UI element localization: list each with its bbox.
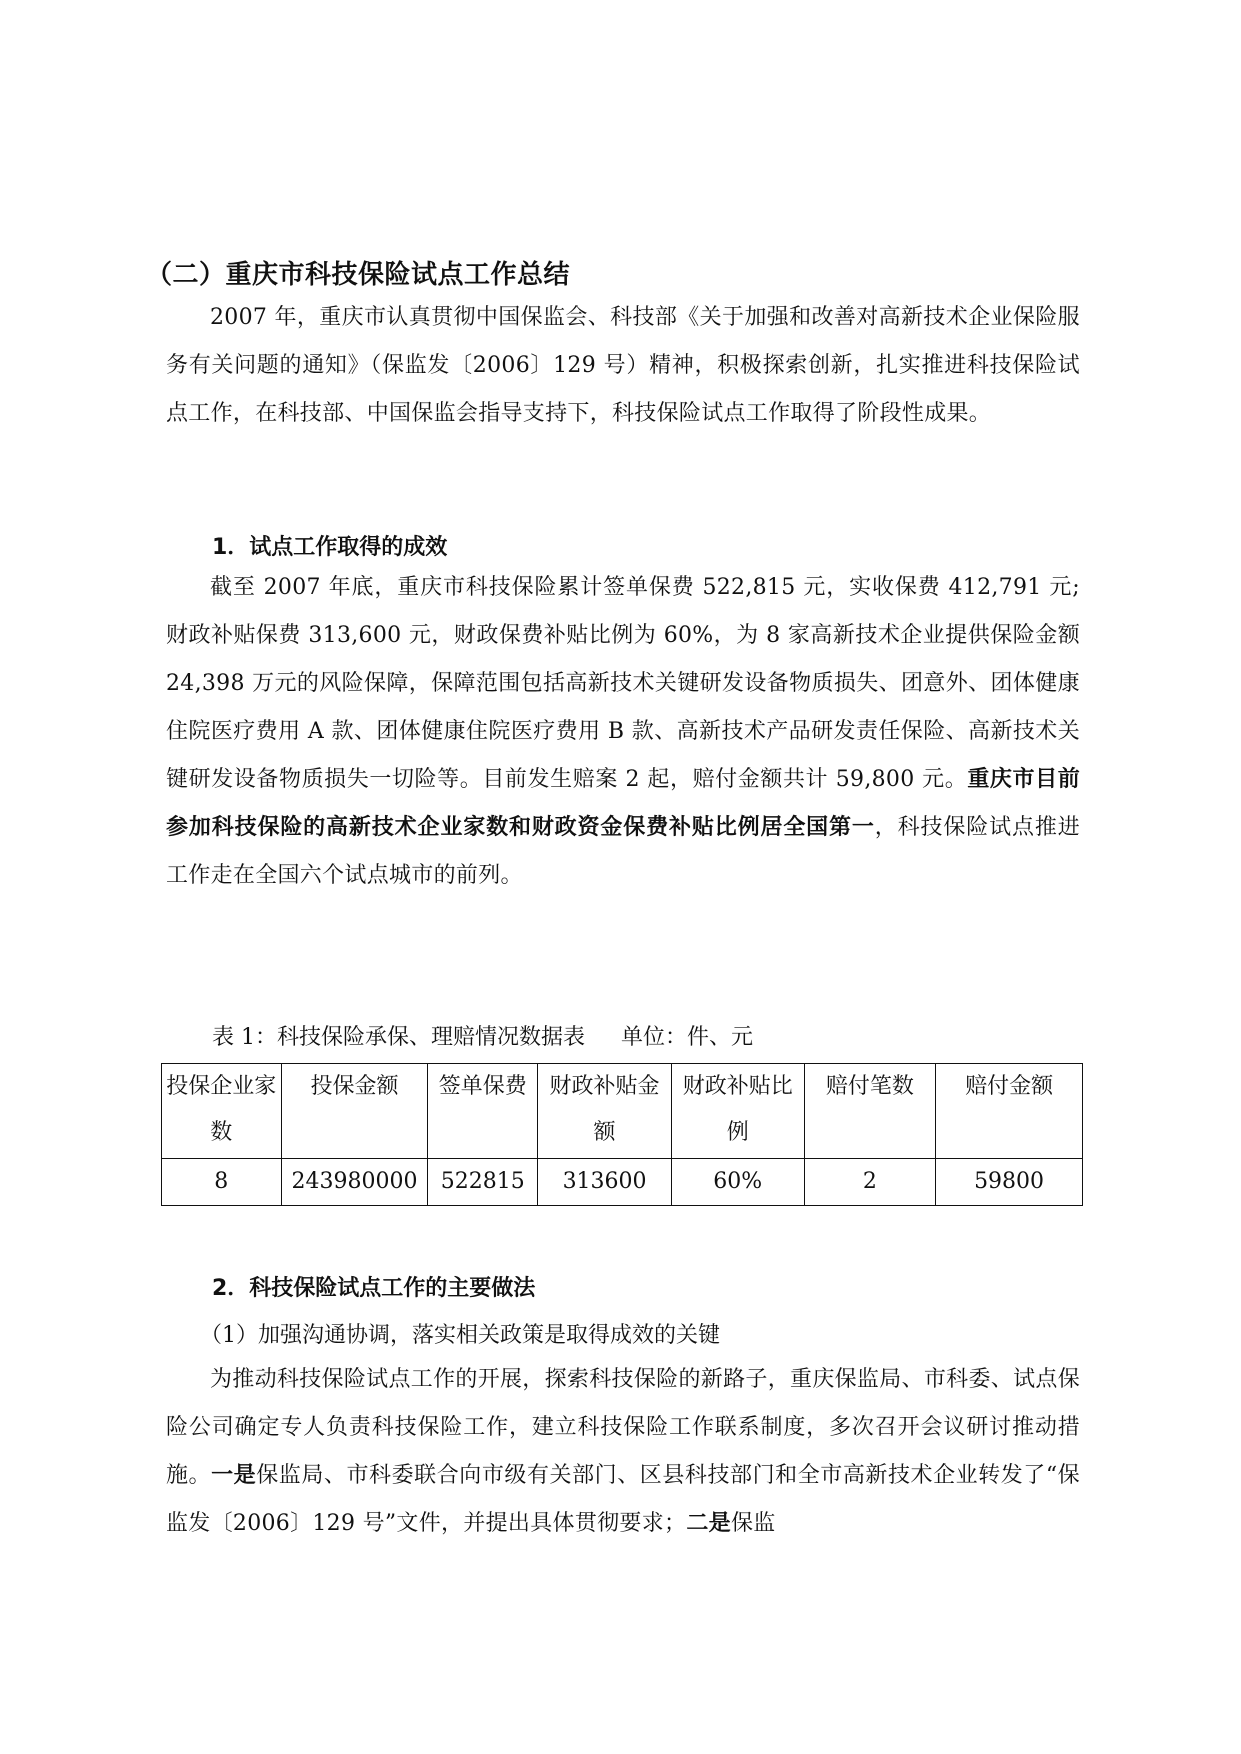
part1-paragraph — [166, 564, 1080, 900]
table-cell: 8 — [162, 1159, 282, 1206]
part2-text-a: 为推动科技保险试点工作的开展，探索科技保险的新路子，重庆保监局、市科委、试点保险公司确定专人负责科技保险工作，建立科技保险工作联系制度，多次召开会议研讨推动措施。 — [166, 1367, 1080, 1488]
table-cell: 2 — [804, 1159, 936, 1206]
table-cell: 60% — [671, 1159, 804, 1206]
part2-bold-second: 二是 — [686, 1511, 731, 1536]
part2-subheading-1: （1）加强沟通协调，落实相关政策是取得成效的关键 — [200, 1323, 720, 1348]
table-header-cell: 投保金额 — [281, 1064, 428, 1159]
part1-text: 截至 2007 年底，重庆市科技保险累计签单保费 522,815 元，实收保费 412,791 元;财政补贴保费 313,600 元，财政保费补贴比例为 60%，为 8 家高新技术企业提供保险金额 24,398 万元的风险保障，保障范围包括高新技术关键研发设备物质损失、团意外、团体健康住院医疗费用 A 款、团体健康住院医疗费用 B 款、高新技术产品研发责任保险、高新技术关键研发设备物质损失一切险等。目前发生赔案 2 起，赔付金额共计 59,800 元。 — [166, 575, 1080, 792]
intro-text: 2007 年，重庆市认真贯彻中国保监会、科技部《关于加强和改善对高新技术企业保险服务有关问题的通知》（保监发〔2006〕129 号）精神，积极探索创新，扎实推进科技保险试点工作，在科技部、中国保监会指导支持下，科技保险试点工作取得了阶段性成果。 — [166, 305, 1080, 426]
part2-paragraph-1 — [166, 1356, 1080, 1548]
table-caption-title: 表 1：科技保险承保、理赔情况数据表 — [212, 1025, 585, 1050]
table-row — [162, 1159, 1083, 1206]
data-table — [161, 1063, 1083, 1206]
table-header-row — [162, 1064, 1083, 1159]
part1-tail-text: ，科技保险试点推进工作走在全国六个试点城市的前列。 — [166, 815, 1080, 888]
table-header-cell: 签单保费 — [428, 1064, 538, 1159]
part2-bold-first: 一是 — [211, 1463, 257, 1488]
part1-bold-text: 重庆市目前参加科技保险的高新技术企业家数和财政资金保费补贴比例居全国第一 — [166, 767, 1080, 840]
table-unit: 单位：件、元 — [621, 1025, 754, 1050]
intro-paragraph — [166, 294, 1080, 438]
table-cell: 313600 — [538, 1159, 672, 1206]
table-header-cell: 财政补贴比例 — [671, 1064, 804, 1159]
table-header-cell: 赔付笔数 — [804, 1064, 936, 1159]
table-header-cell: 投保企业家数 — [162, 1064, 282, 1159]
table-cell: 522815 — [428, 1159, 538, 1206]
part2-text-c: 保监局、市科委联合向市级有关部门、区县科技部门和全市高新技术企业转发了“保监发〔2006〕129 号”文件，并提出具体贯彻要求； — [166, 1463, 1080, 1536]
table-header-cell: 财政补贴金额 — [538, 1064, 672, 1159]
table-cell: 243980000 — [281, 1159, 428, 1206]
part1-heading: 1．试点工作取得的成效 — [212, 535, 448, 560]
table-caption — [212, 1020, 753, 1051]
part2-heading: 2．科技保险试点工作的主要做法 — [212, 1276, 536, 1301]
table-cell: 59800 — [936, 1159, 1083, 1206]
part2-text-d: 保监 — [730, 1511, 776, 1536]
section-title: （二）重庆市科技保险试点工作总结 — [146, 260, 571, 290]
table-header-cell: 赔付金额 — [936, 1064, 1083, 1159]
